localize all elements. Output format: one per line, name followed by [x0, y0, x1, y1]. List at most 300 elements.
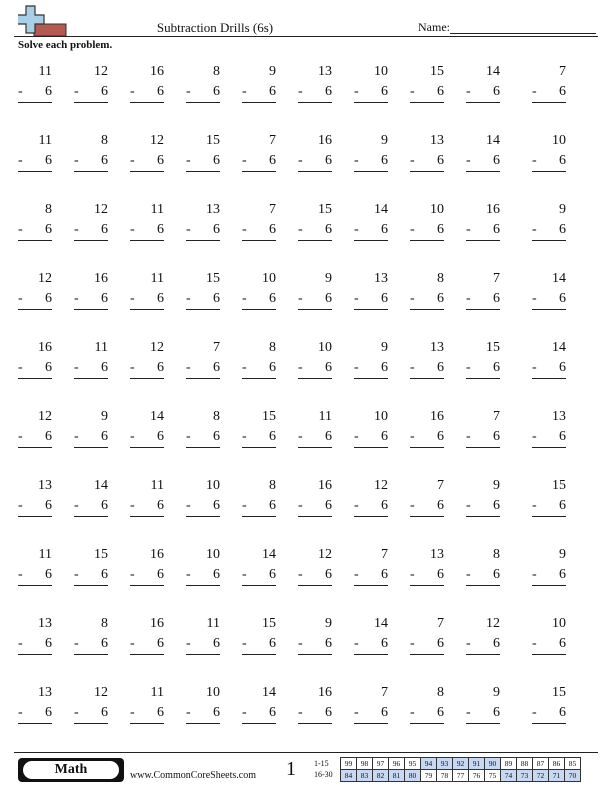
minuend: 10	[206, 478, 220, 493]
answer-line[interactable]	[130, 447, 164, 448]
minuend: 15	[430, 64, 444, 79]
problem	[186, 271, 220, 311]
subtrahend: 6	[101, 567, 108, 582]
subtrahend-line	[186, 705, 220, 723]
subtrahend: 6	[325, 360, 332, 375]
problem	[354, 616, 388, 656]
subtrahend: 6	[213, 636, 220, 651]
answer-line[interactable]	[242, 102, 276, 103]
answer-line[interactable]	[298, 654, 332, 655]
problem	[186, 616, 220, 656]
answer-line[interactable]	[298, 240, 332, 241]
subtrahend-line	[410, 291, 444, 309]
subtrahend-line	[186, 636, 220, 654]
subtrahend-line	[410, 84, 444, 102]
answer-line[interactable]	[74, 447, 108, 448]
minuend: 15	[262, 409, 276, 424]
answer-line[interactable]	[298, 585, 332, 586]
answer-line[interactable]	[242, 447, 276, 448]
minuend: 9	[269, 64, 276, 79]
problem	[18, 685, 52, 725]
subtrahend: 6	[381, 222, 388, 237]
minuend: 8	[213, 409, 220, 424]
subtrahend-line	[354, 360, 388, 378]
subtrahend: 6	[213, 291, 220, 306]
subtrahend: 6	[493, 705, 500, 720]
minus-sign: -	[18, 429, 23, 444]
subtrahend: 6	[381, 429, 388, 444]
subtrahend: 6	[325, 636, 332, 651]
minuend: 14	[486, 133, 500, 148]
subtrahend: 6	[269, 360, 276, 375]
minus-sign: -	[532, 291, 537, 306]
minuend: 7	[493, 409, 500, 424]
answer-line[interactable]	[354, 585, 388, 586]
answer-line[interactable]	[354, 516, 388, 517]
answer-line[interactable]	[532, 585, 566, 586]
subtrahend-line	[242, 84, 276, 102]
answer-line[interactable]	[410, 102, 444, 103]
subtrahend-line	[242, 429, 276, 447]
answer-line[interactable]	[410, 309, 444, 310]
problem	[186, 202, 220, 242]
subtrahend-line	[298, 222, 332, 240]
answer-line[interactable]	[74, 654, 108, 655]
score-key-cell: 95	[405, 758, 421, 770]
answer-line[interactable]	[466, 585, 500, 586]
subtrahend: 6	[45, 222, 52, 237]
answer-line[interactable]	[410, 654, 444, 655]
minuend: 12	[94, 202, 108, 217]
minuend: 9	[493, 478, 500, 493]
minus-sign: -	[354, 360, 359, 375]
answer-line[interactable]	[242, 171, 276, 172]
minus-sign: -	[354, 84, 359, 99]
answer-line[interactable]	[354, 309, 388, 310]
subtrahend-line	[466, 360, 500, 378]
answer-line[interactable]	[354, 102, 388, 103]
answer-line[interactable]	[186, 654, 220, 655]
minus-sign: -	[354, 567, 359, 582]
minus-sign: -	[74, 222, 79, 237]
subtrahend-line	[298, 153, 332, 171]
subtrahend: 6	[157, 705, 164, 720]
footer-divider	[14, 752, 598, 753]
problem	[298, 340, 332, 380]
minus-sign: -	[298, 705, 303, 720]
answer-line[interactable]	[186, 309, 220, 310]
minuend: 10	[318, 340, 332, 355]
minuend: 13	[38, 616, 52, 631]
answer-line[interactable]	[130, 102, 164, 103]
answer-line[interactable]	[298, 447, 332, 448]
subtrahend: 6	[493, 636, 500, 651]
answer-line[interactable]	[130, 309, 164, 310]
minus-sign: -	[354, 291, 359, 306]
answer-line[interactable]	[466, 516, 500, 517]
minuend: 13	[318, 64, 332, 79]
answer-line[interactable]	[18, 654, 52, 655]
answer-line[interactable]	[74, 378, 108, 379]
subtrahend-line	[410, 429, 444, 447]
answer-line[interactable]	[186, 447, 220, 448]
subtrahend-line	[410, 153, 444, 171]
answer-line[interactable]	[74, 516, 108, 517]
answer-line[interactable]	[532, 309, 566, 310]
subtrahend: 6	[437, 153, 444, 168]
answer-line[interactable]	[74, 309, 108, 310]
minuend: 12	[318, 547, 332, 562]
subtrahend: 6	[559, 567, 566, 582]
subtrahend-line	[466, 498, 500, 516]
subtrahend: 6	[101, 291, 108, 306]
problem	[18, 64, 52, 104]
answer-line[interactable]	[410, 171, 444, 172]
minus-sign: -	[532, 429, 537, 444]
problem	[186, 685, 220, 725]
answer-line[interactable]	[18, 585, 52, 586]
answer-line[interactable]	[466, 240, 500, 241]
problem	[18, 547, 52, 587]
subtrahend: 6	[101, 429, 108, 444]
problem	[298, 409, 332, 449]
minuend: 11	[150, 202, 164, 217]
minus-sign: -	[410, 567, 415, 582]
subtrahend-line	[410, 498, 444, 516]
answer-line[interactable]	[298, 516, 332, 517]
score-key-cell: 75	[485, 770, 501, 782]
subtrahend-line	[298, 360, 332, 378]
answer-line[interactable]	[410, 447, 444, 448]
subtrahend: 6	[325, 84, 332, 99]
subtrahend: 6	[157, 567, 164, 582]
problem	[242, 685, 276, 725]
minus-sign: -	[410, 705, 415, 720]
answer-line[interactable]	[18, 447, 52, 448]
subtrahend: 6	[45, 84, 52, 99]
answer-line[interactable]	[130, 171, 164, 172]
subtrahend: 6	[381, 705, 388, 720]
problem	[186, 133, 220, 173]
answer-line[interactable]	[186, 723, 220, 724]
minus-sign: -	[18, 567, 23, 582]
answer-line[interactable]	[532, 378, 566, 379]
problem	[410, 64, 444, 104]
problem	[354, 202, 388, 242]
minus-sign: -	[354, 498, 359, 513]
problem	[410, 340, 444, 380]
problem	[242, 340, 276, 380]
minus-sign: -	[18, 84, 23, 99]
minuend: 12	[486, 616, 500, 631]
problem	[130, 409, 164, 449]
minuend: 13	[430, 133, 444, 148]
problem	[532, 64, 566, 104]
subtrahend-line	[354, 636, 388, 654]
subtrahend: 6	[493, 222, 500, 237]
subtrahend-line	[354, 291, 388, 309]
minus-sign: -	[466, 429, 471, 444]
subtrahend: 6	[325, 567, 332, 582]
answer-line[interactable]	[74, 723, 108, 724]
minus-sign: -	[242, 705, 247, 720]
answer-line[interactable]	[354, 171, 388, 172]
answer-line[interactable]	[410, 240, 444, 241]
answer-line[interactable]	[532, 516, 566, 517]
answer-line[interactable]	[242, 585, 276, 586]
subtrahend: 6	[493, 360, 500, 375]
score-key-cell: 77	[453, 770, 469, 782]
answer-line[interactable]	[410, 723, 444, 724]
minuend: 14	[150, 409, 164, 424]
subtrahend-line	[532, 705, 566, 723]
subtrahend: 6	[493, 567, 500, 582]
minus-sign: -	[18, 222, 23, 237]
answer-line[interactable]	[130, 378, 164, 379]
answer-line[interactable]	[298, 723, 332, 724]
problem	[298, 271, 332, 311]
answer-line[interactable]	[242, 240, 276, 241]
answer-line[interactable]	[298, 309, 332, 310]
problem	[74, 685, 108, 725]
answer-line[interactable]	[532, 654, 566, 655]
answer-line[interactable]	[18, 240, 52, 241]
subtrahend: 6	[269, 84, 276, 99]
subtrahend: 6	[45, 360, 52, 375]
minus-sign: -	[18, 153, 23, 168]
answer-line[interactable]	[532, 102, 566, 103]
minus-sign: -	[410, 222, 415, 237]
subtrahend-line	[242, 222, 276, 240]
answer-line[interactable]	[466, 102, 500, 103]
problem	[242, 478, 276, 518]
score-key-cell: 96	[389, 758, 405, 770]
minuend: 12	[150, 133, 164, 148]
subtrahend: 6	[559, 705, 566, 720]
answer-line[interactable]	[74, 102, 108, 103]
problem	[532, 271, 566, 311]
minuend: 13	[38, 685, 52, 700]
subtrahend-line	[186, 429, 220, 447]
answer-line[interactable]	[532, 240, 566, 241]
problem	[130, 340, 164, 380]
answer-line[interactable]	[130, 585, 164, 586]
subtrahend-line	[130, 567, 164, 585]
problem	[130, 547, 164, 587]
minus-sign: -	[354, 705, 359, 720]
problem	[466, 685, 500, 725]
problem	[410, 271, 444, 311]
score-key-cell: 72	[533, 770, 549, 782]
subtrahend: 6	[381, 153, 388, 168]
minuend: 10	[430, 202, 444, 217]
answer-line[interactable]	[354, 240, 388, 241]
problem	[354, 409, 388, 449]
problem	[410, 202, 444, 242]
problem	[410, 685, 444, 725]
answer-line[interactable]	[18, 102, 52, 103]
minus-sign: -	[466, 84, 471, 99]
answer-line[interactable]	[186, 240, 220, 241]
subtrahend-line	[186, 567, 220, 585]
subtrahend-line	[466, 222, 500, 240]
subtrahend: 6	[381, 498, 388, 513]
subtrahend-line	[74, 291, 108, 309]
problem	[466, 64, 500, 104]
subtrahend: 6	[45, 705, 52, 720]
answer-line[interactable]	[186, 516, 220, 517]
minuend: 11	[38, 133, 52, 148]
minus-sign: -	[298, 636, 303, 651]
subtrahend-line	[74, 222, 108, 240]
subtrahend-line	[130, 153, 164, 171]
subtrahend: 6	[213, 429, 220, 444]
minus-sign: -	[298, 291, 303, 306]
subtrahend-line	[466, 84, 500, 102]
score-key-cell: 97	[373, 758, 389, 770]
minuend: 16	[94, 271, 108, 286]
answer-line[interactable]	[466, 447, 500, 448]
answer-line[interactable]	[354, 723, 388, 724]
subtrahend: 6	[437, 567, 444, 582]
answer-line[interactable]	[242, 723, 276, 724]
problem	[532, 133, 566, 173]
answer-line[interactable]	[354, 378, 388, 379]
subtrahend-line	[74, 567, 108, 585]
minus-sign: -	[298, 84, 303, 99]
answer-line[interactable]	[130, 240, 164, 241]
answer-line[interactable]	[242, 309, 276, 310]
answer-line[interactable]	[298, 378, 332, 379]
subtrahend-line	[18, 360, 52, 378]
answer-line[interactable]	[18, 723, 52, 724]
subtrahend-line	[18, 429, 52, 447]
subtrahend-line	[74, 705, 108, 723]
answer-line[interactable]	[532, 447, 566, 448]
subtrahend: 6	[325, 498, 332, 513]
problem	[298, 547, 332, 587]
answer-line[interactable]	[354, 654, 388, 655]
minus-sign: -	[74, 567, 79, 582]
minus-sign: -	[130, 429, 135, 444]
subtrahend: 6	[157, 498, 164, 513]
answer-line[interactable]	[242, 378, 276, 379]
subtrahend-line	[466, 636, 500, 654]
answer-line[interactable]	[74, 171, 108, 172]
subtrahend-line	[410, 636, 444, 654]
answer-line[interactable]	[410, 378, 444, 379]
problem	[242, 202, 276, 242]
minuend: 14	[94, 478, 108, 493]
minus-sign: -	[532, 498, 537, 513]
problem	[298, 616, 332, 656]
answer-line[interactable]	[18, 516, 52, 517]
subtrahend: 6	[157, 291, 164, 306]
subtrahend-line	[532, 567, 566, 585]
subtrahend-line	[354, 222, 388, 240]
problem	[74, 616, 108, 656]
subtrahend-line	[130, 429, 164, 447]
worksheet-title: Subtraction Drills (6s)	[156, 20, 274, 35]
minuend: 7	[381, 685, 388, 700]
answer-line[interactable]	[186, 102, 220, 103]
problem	[532, 340, 566, 380]
answer-line[interactable]	[186, 585, 220, 586]
answer-line[interactable]	[130, 654, 164, 655]
score-key-cell: 88	[517, 758, 533, 770]
problem	[18, 409, 52, 449]
problem	[410, 616, 444, 656]
answer-line[interactable]	[130, 723, 164, 724]
subtrahend-line	[186, 291, 220, 309]
answer-line[interactable]	[298, 171, 332, 172]
answer-line[interactable]	[18, 309, 52, 310]
subtrahend: 6	[559, 222, 566, 237]
answer-line[interactable]	[130, 516, 164, 517]
minuend: 10	[206, 685, 220, 700]
subtrahend-line	[74, 84, 108, 102]
subtrahend-line	[18, 498, 52, 516]
minuend: 10	[374, 64, 388, 79]
answer-line[interactable]	[18, 378, 52, 379]
minus-sign: -	[466, 498, 471, 513]
answer-line[interactable]	[466, 723, 500, 724]
minus-sign: -	[130, 153, 135, 168]
answer-line[interactable]	[74, 240, 108, 241]
subtrahend: 6	[45, 291, 52, 306]
problem	[74, 133, 108, 173]
minuend: 14	[552, 271, 566, 286]
answer-line[interactable]	[466, 171, 500, 172]
minus-sign: -	[18, 291, 23, 306]
answer-line[interactable]	[410, 585, 444, 586]
minuend: 11	[38, 64, 52, 79]
answer-line[interactable]	[532, 723, 566, 724]
minus-sign: -	[466, 705, 471, 720]
answer-line[interactable]	[298, 102, 332, 103]
minuend: 16	[430, 409, 444, 424]
problem	[74, 478, 108, 518]
minus-sign: -	[532, 567, 537, 582]
minuend: 16	[486, 202, 500, 217]
page-number: 1	[286, 758, 296, 780]
minus-sign: -	[74, 84, 79, 99]
score-key-cell: 86	[549, 758, 565, 770]
answer-line[interactable]	[410, 516, 444, 517]
minus-sign: -	[186, 636, 191, 651]
answer-line[interactable]	[74, 585, 108, 586]
answer-line[interactable]	[532, 171, 566, 172]
minus-sign: -	[186, 705, 191, 720]
answer-line[interactable]	[18, 171, 52, 172]
subtrahend-line	[242, 360, 276, 378]
answer-line[interactable]	[354, 447, 388, 448]
subtrahend: 6	[45, 153, 52, 168]
subtrahend-line	[74, 360, 108, 378]
answer-line[interactable]	[242, 654, 276, 655]
minus-sign: -	[532, 360, 537, 375]
minus-sign: -	[298, 498, 303, 513]
answer-line[interactable]	[466, 378, 500, 379]
answer-line[interactable]	[186, 378, 220, 379]
subtrahend: 6	[559, 84, 566, 99]
answer-line[interactable]	[186, 171, 220, 172]
subtrahend: 6	[157, 429, 164, 444]
answer-line[interactable]	[466, 309, 500, 310]
minus-sign: -	[410, 636, 415, 651]
answer-line[interactable]	[466, 654, 500, 655]
answer-line[interactable]	[242, 516, 276, 517]
